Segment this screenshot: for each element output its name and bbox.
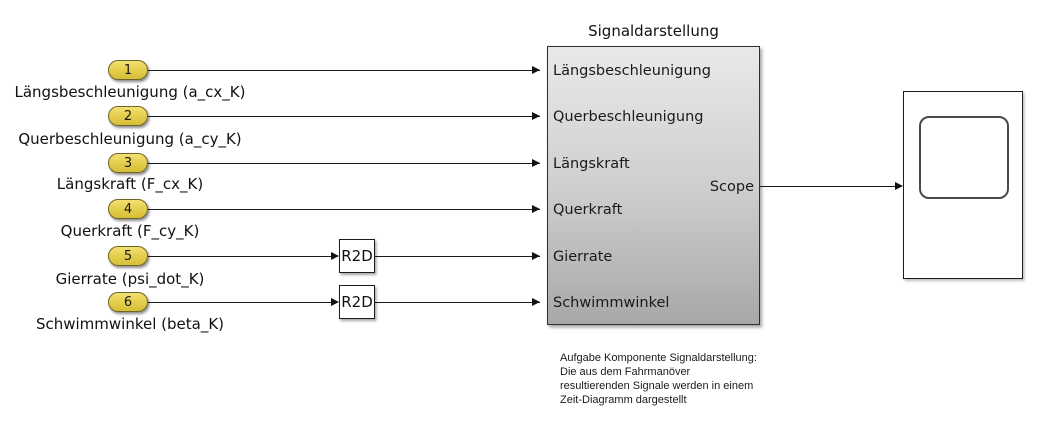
inport-2-number: 2 (123, 108, 133, 124)
annotation-line-3: resultierenden Signale werden in einem (560, 380, 754, 392)
arrowhead-icon (532, 159, 540, 167)
subsystem-output-scope: Scope (709, 179, 754, 195)
wire-inport1-subsystem[interactable] (148, 70, 540, 71)
inport-3-number: 3 (123, 155, 133, 171)
annotation-line-4: Zeit-Diagramm dargestellt (560, 394, 687, 406)
inport-3-label: Längskraft (F_cx_K) (56, 175, 204, 193)
arrowhead-icon (331, 252, 339, 260)
subsystem-input-1: Längsbeschleunigung (553, 63, 711, 79)
inport-1-number: 1 (123, 62, 133, 78)
arrowhead-icon (532, 252, 540, 260)
r2d-block-2[interactable] (339, 285, 375, 319)
subsystem-title: Signaldarstellung (588, 22, 719, 40)
arrowhead-icon (532, 205, 540, 213)
subsystem-input-6: Schwimmwinkel (553, 295, 670, 311)
inport-4-label: Querkraft (F_cy_K) (60, 222, 200, 240)
inport-2-label: Querbeschleunigung (a_cy_K) (18, 130, 242, 148)
inport-4-number: 4 (123, 201, 133, 217)
inport-5[interactable] (108, 246, 148, 266)
inport-6-label: Schwimmwinkel (beta_K) (35, 315, 225, 333)
inport-2[interactable] (108, 106, 148, 126)
r2d-2-label: R2D (341, 293, 373, 311)
subsystem-input-3: Längskraft (553, 156, 630, 172)
subsystem-input-2: Querbeschleunigung (553, 109, 704, 125)
annotation-line-1: Aufgabe Komponente Signaldarstellung: (560, 352, 757, 364)
inport-4[interactable] (108, 199, 148, 219)
annotation-text[interactable] (560, 351, 757, 407)
inport-6-number: 6 (123, 294, 133, 310)
inport-1-label: Längsbeschleunigung (a_cx_K) (14, 83, 246, 101)
wire-inport5-r2d1[interactable] (148, 256, 332, 257)
r2d-1-label: R2D (341, 247, 373, 265)
wire-inport2-subsystem[interactable] (148, 116, 540, 117)
subsystem-block-signaldarstellung[interactable] (547, 46, 760, 325)
arrowhead-icon (532, 66, 540, 74)
arrowhead-icon (895, 182, 903, 190)
wire-r2d2-subsystem[interactable] (375, 302, 540, 303)
inport-6[interactable] (108, 292, 148, 312)
subsystem-input-4: Querkraft (553, 202, 623, 218)
wire-inport6-r2d2[interactable] (148, 302, 332, 303)
inport-5-number: 5 (123, 248, 133, 264)
arrowhead-icon (331, 298, 339, 306)
subsystem-input-5: Gierrate (553, 249, 613, 265)
arrowhead-icon (532, 298, 540, 306)
annotation-line-2: Die aus dem Fahrmanöver (560, 366, 691, 378)
inport-3[interactable] (108, 153, 148, 173)
scope-screen-icon (919, 116, 1009, 199)
inport-1[interactable] (108, 60, 148, 80)
r2d-block-1[interactable] (339, 239, 375, 273)
inport-5-label: Gierrate (psi_dot_K) (55, 270, 205, 288)
arrowhead-icon (532, 112, 540, 120)
wire-inport3-subsystem[interactable] (148, 163, 540, 164)
scope-block[interactable] (903, 91, 1023, 279)
wire-inport4-subsystem[interactable] (148, 209, 540, 210)
wire-subsystem-scope[interactable] (760, 186, 896, 187)
wire-r2d1-subsystem[interactable] (375, 256, 540, 257)
